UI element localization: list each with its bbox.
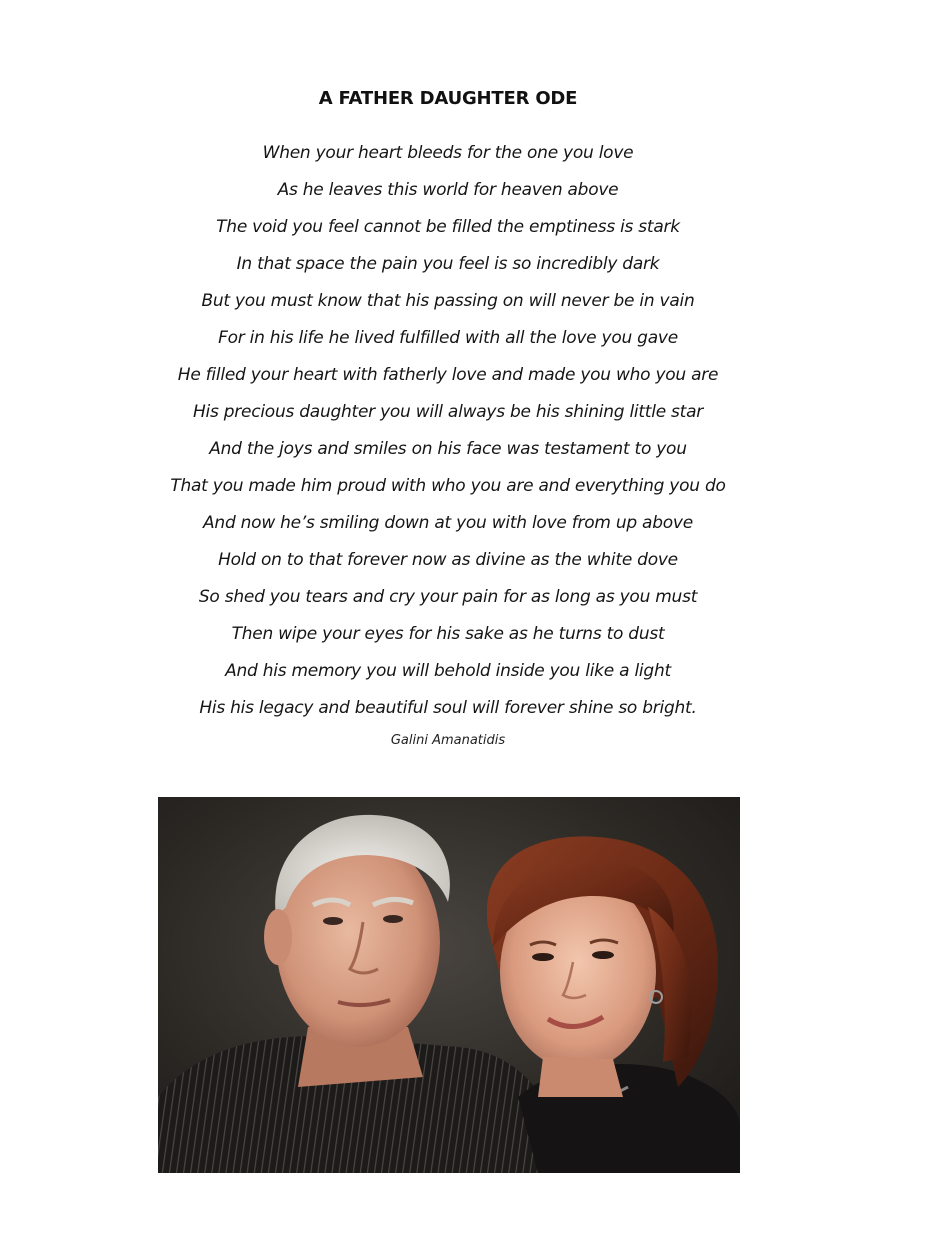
poem-line: Then wipe your eyes for his sake as he turns to dust <box>231 624 665 644</box>
poem-author: Galini Amanatidis <box>390 733 506 748</box>
poem-line: The void you feel cannot be filled the emptiness is stark <box>216 217 680 237</box>
poem-line: His precious daughter you will always be his shining little star <box>192 402 703 422</box>
poem-line: Hold on to that forever now as divine as the white dove <box>218 550 678 570</box>
poem-title: A FATHER DAUGHTER ODE <box>318 88 578 109</box>
poem-line: As he leaves this world for heaven above <box>277 180 619 200</box>
poem-line: His his legacy and beautiful soul will forever shine so bright. <box>199 698 697 718</box>
poem-line: But you must know that his passing on will never be in vain <box>201 291 695 311</box>
poem-line: He filled your heart with fatherly love and made you who you are <box>177 365 719 385</box>
photo-illustration <box>158 797 740 1173</box>
father-daughter-photo <box>158 797 740 1173</box>
poem-line: For in his life he lived fulfilled with all the love you gave <box>218 328 678 348</box>
poem-line: When your heart bleeds for the one you love <box>262 143 634 163</box>
poem-line: So shed you tears and cry your pain for as long as you must <box>198 587 698 607</box>
poem-line: And the joys and smiles on his face was testament to you <box>209 439 687 459</box>
poem-body <box>0 140 896 732</box>
poem-line: And his memory you will behold inside you like a light <box>225 661 671 681</box>
poem-line: In that space the pain you feel is so incredibly dark <box>236 254 660 274</box>
poem-line: That you made him proud with who you are and everything you do <box>170 476 726 496</box>
poem-line: And now he’s smiling down at you with love from up above <box>203 513 693 533</box>
